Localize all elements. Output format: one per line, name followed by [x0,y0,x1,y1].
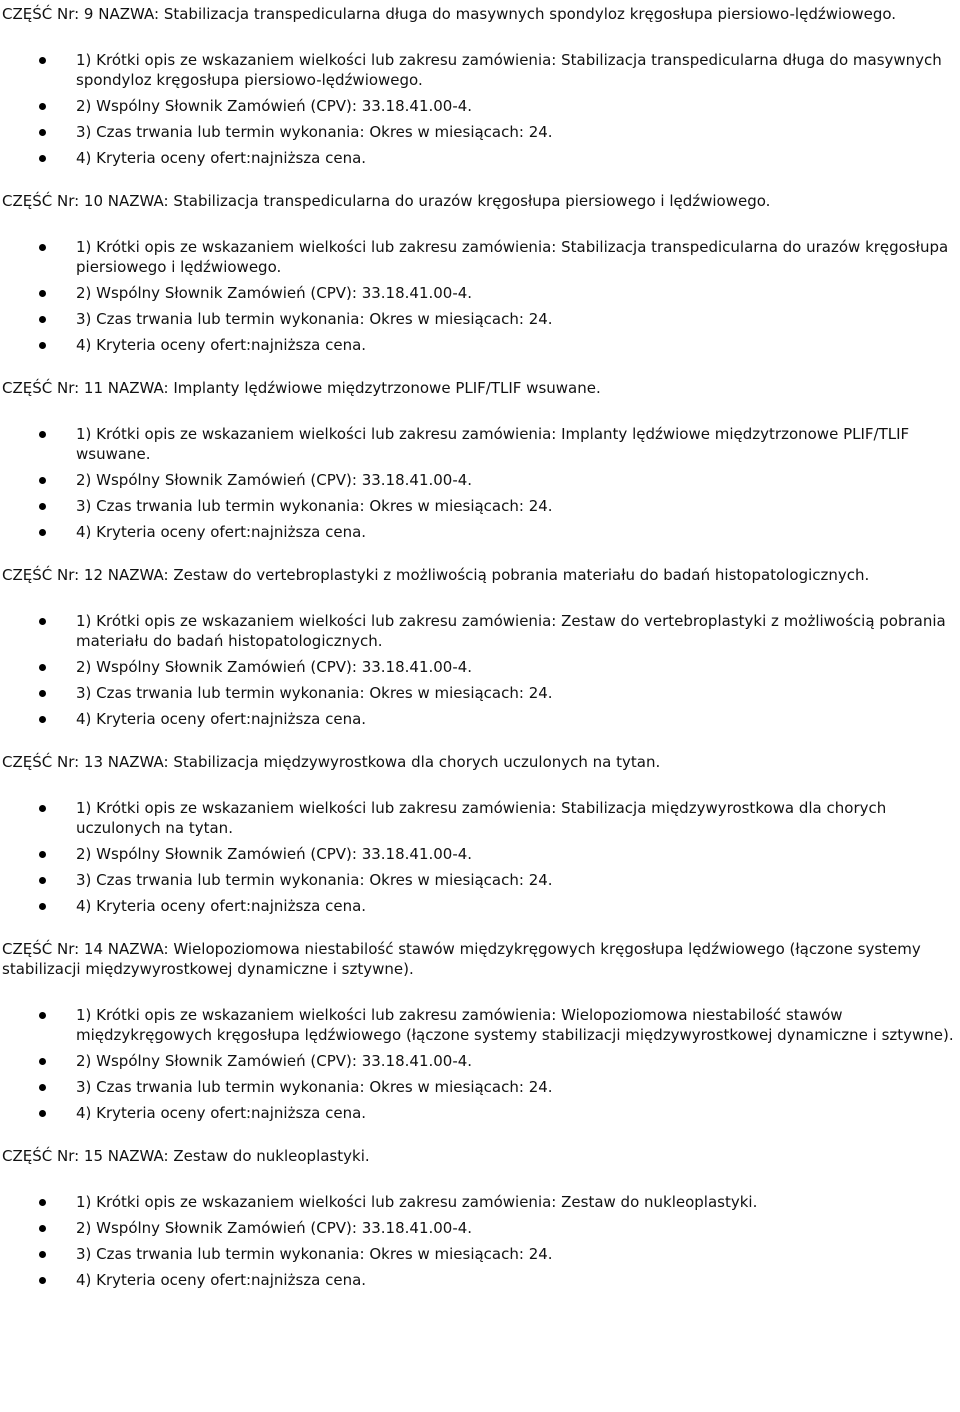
part-14 [0,939,960,1123]
bullet-icon [39,1199,46,1206]
bullet-icon [39,342,46,349]
bullet-icon [39,1225,46,1232]
part-title: CZĘŚĆ Nr: 14 NAZWA: Wielopoziomowa niestabilość stawów międzykręgowych kręgosłupa lędźwiowego (łączone systemy stabilizacji międzywyrostkowej dynamiczne i sztywne). [2,940,921,978]
detail-description: 1) Krótki opis ze wskazaniem wielkości lub zakresu zamówienia: Stabilizacja transpedicularna długa do masywnych spondyloz kręgosłupa piersiowo-lędźwiowego. [0,50,960,90]
part-title: CZĘŚĆ Nr: 12 NAZWA: Zestaw do vertebroplastyki z możliwością pobrania materiału do badań histopatologicznych. [2,566,870,584]
bullet-icon [39,1058,46,1065]
part-title: CZĘŚĆ Nr: 13 NAZWA: Stabilizacja międzywyrostkowa dla chorych uczulonych na tytan. [2,753,661,771]
part-details-list [0,611,960,729]
bullet-icon [39,877,46,884]
bullet-icon [39,1251,46,1258]
bullet-icon [39,129,46,136]
part-details-list [0,424,960,542]
part-details-list [0,1005,960,1123]
detail-duration: 3) Czas trwania lub termin wykonania: Okres w miesiącach: 24. [0,309,960,329]
detail-criteria: 4) Kryteria oceny ofert:najniższa cena. [0,1103,960,1123]
part-details-list [0,798,960,916]
bullet-icon [39,155,46,162]
detail-cpv: 2) Wspólny Słownik Zamówień (CPV): 33.18.41.00-4. [0,657,960,677]
bullet-icon [39,1110,46,1117]
detail-criteria: 4) Kryteria oceny ofert:najniższa cena. [0,148,960,168]
detail-cpv: 2) Wspólny Słownik Zamówień (CPV): 33.18.41.00-4. [0,1051,960,1071]
bullet-icon [39,1012,46,1019]
detail-criteria: 4) Kryteria oceny ofert:najniższa cena. [0,522,960,542]
bullet-icon [39,690,46,697]
detail-cpv: 2) Wspólny Słownik Zamówień (CPV): 33.18.41.00-4. [0,470,960,490]
bullet-icon [39,618,46,625]
detail-duration: 3) Czas trwania lub termin wykonania: Okres w miesiącach: 24. [0,870,960,890]
detail-criteria: 4) Kryteria oceny ofert:najniższa cena. [0,1270,960,1290]
bullet-icon [39,716,46,723]
detail-duration: 3) Czas trwania lub termin wykonania: Okres w miesiącach: 24. [0,496,960,516]
detail-description: 1) Krótki opis ze wskazaniem wielkości lub zakresu zamówienia: Zestaw do nukleoplastyki. [0,1192,960,1212]
bullet-icon [39,851,46,858]
detail-description: 1) Krótki opis ze wskazaniem wielkości lub zakresu zamówienia: Wielopoziomowa niestabilość stawów międzykręgowych kręgosłupa lędźwiowego (łączone systemy stabilizacji międzywyrostkowej dynamiczne i sztywne). [0,1005,960,1045]
part-13 [0,752,960,916]
bullet-icon [39,316,46,323]
detail-criteria: 4) Kryteria oceny ofert:najniższa cena. [0,896,960,916]
detail-criteria: 4) Kryteria oceny ofert:najniższa cena. [0,709,960,729]
detail-cpv: 2) Wspólny Słownik Zamówień (CPV): 33.18.41.00-4. [0,96,960,116]
part-title: CZĘŚĆ Nr: 11 NAZWA: Implanty lędźwiowe międzytrzonowe PLIF/TLIF wsuwane. [2,379,601,397]
bullet-icon [39,903,46,910]
bullet-icon [39,103,46,110]
bullet-icon [39,1277,46,1284]
detail-duration: 3) Czas trwania lub termin wykonania: Okres w miesiącach: 24. [0,1244,960,1264]
detail-description: 1) Krótki opis ze wskazaniem wielkości lub zakresu zamówienia: Implanty lędźwiowe międzytrzonowe PLIF/TLIF wsuwane. [0,424,960,464]
bullet-icon [39,503,46,510]
part-15 [0,1146,960,1290]
detail-description: 1) Krótki opis ze wskazaniem wielkości lub zakresu zamówienia: Stabilizacja międzywyrostkowa dla chorych uczulonych na tytan. [0,798,960,838]
part-title: CZĘŚĆ Nr: 9 NAZWA: Stabilizacja transpedicularna długa do masywnych spondyloz kręgosłupa piersiowo-lędźwiowego. [2,5,897,23]
part-title: CZĘŚĆ Nr: 15 NAZWA: Zestaw do nukleoplastyki. [2,1147,370,1165]
part-details-list [0,50,960,168]
detail-duration: 3) Czas trwania lub termin wykonania: Okres w miesiącach: 24. [0,1077,960,1097]
part-9 [0,4,960,168]
part-10 [0,191,960,355]
bullet-icon [39,1084,46,1091]
bullet-icon [39,477,46,484]
detail-description: 1) Krótki opis ze wskazaniem wielkości lub zakresu zamówienia: Zestaw do vertebroplastyki z możliwością pobrania materiału do badań histopatologicznych. [0,611,960,651]
bullet-icon [39,244,46,251]
bullet-icon [39,664,46,671]
part-title: CZĘŚĆ Nr: 10 NAZWA: Stabilizacja transpedicularna do urazów kręgosłupa piersiowego i lędźwiowego. [2,192,771,210]
part-12 [0,565,960,729]
detail-cpv: 2) Wspólny Słownik Zamówień (CPV): 33.18.41.00-4. [0,844,960,864]
bullet-icon [39,805,46,812]
detail-duration: 3) Czas trwania lub termin wykonania: Okres w miesiącach: 24. [0,683,960,703]
detail-criteria: 4) Kryteria oceny ofert:najniższa cena. [0,335,960,355]
detail-duration: 3) Czas trwania lub termin wykonania: Okres w miesiącach: 24. [0,122,960,142]
bullet-icon [39,290,46,297]
part-details-list [0,237,960,355]
part-11 [0,378,960,542]
detail-description: 1) Krótki opis ze wskazaniem wielkości lub zakresu zamówienia: Stabilizacja transpedicularna do urazów kręgosłupa piersiowego i lędźwiowego. [0,237,960,277]
detail-cpv: 2) Wspólny Słownik Zamówień (CPV): 33.18.41.00-4. [0,283,960,303]
bullet-icon [39,57,46,64]
bullet-icon [39,431,46,438]
part-details-list [0,1192,960,1290]
detail-cpv: 2) Wspólny Słownik Zamówień (CPV): 33.18.41.00-4. [0,1218,960,1238]
bullet-icon [39,529,46,536]
